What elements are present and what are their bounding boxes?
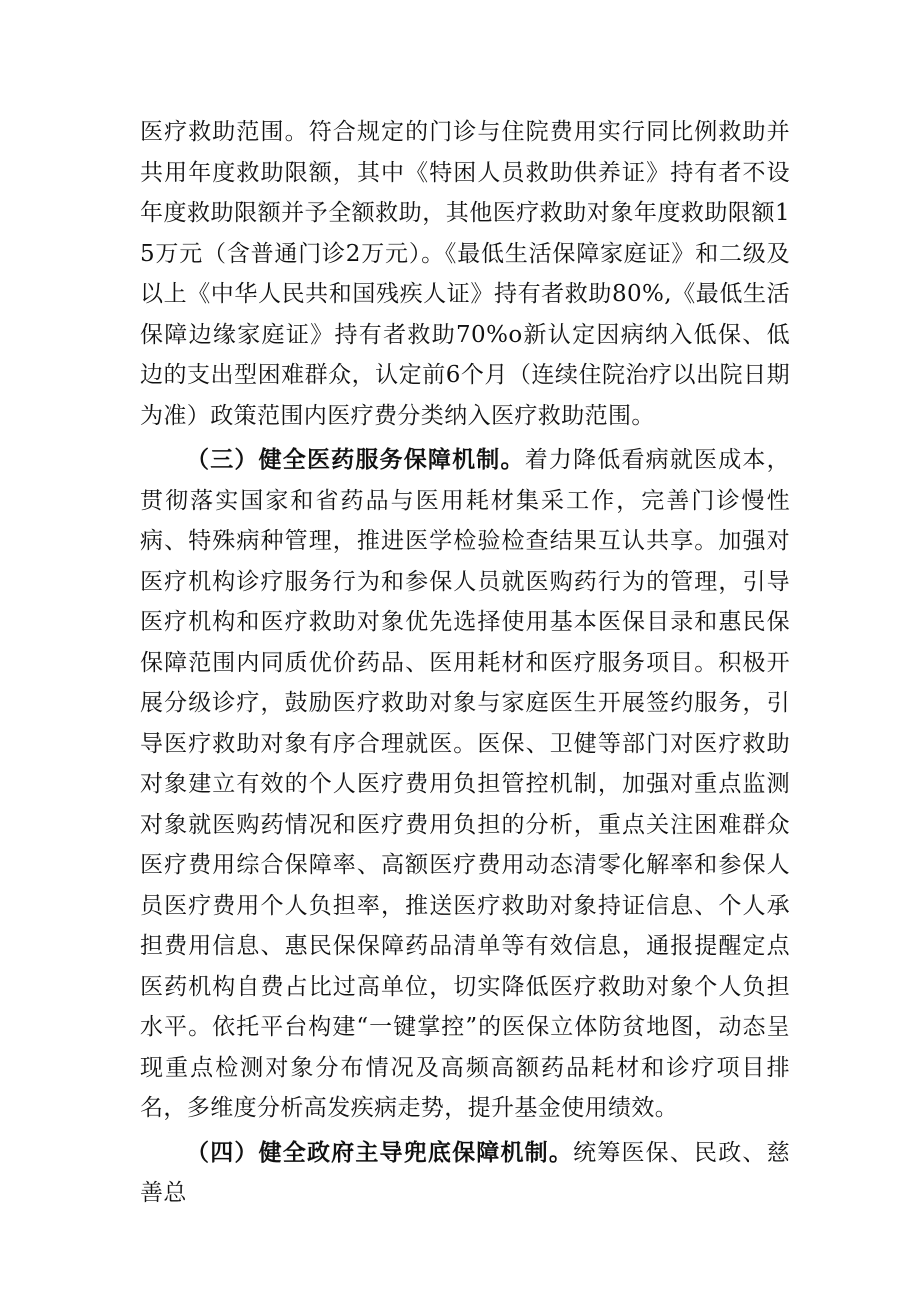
paragraph-text: 着力降低看病就医成本，贯彻落实国家和省药品与医用耗材集采工作，完善门诊慢性病、特殊病种管理，推进医学检验检查结果互认共享。加强对医疗机构诊疗服务行为和参保人员就医购药行为的管理，引导医疗机构和医疗救助对象优先选择使用基本医保目录和惠民保保障范围内同质优价药品、医用耗材和医疗服务项目。积极开展分级诊疗，鼓励医疗救助对象与家庭医生开展签约服务，引导医疗救助对象有序合理就医。医保、卫健等部门对医疗救助对象建立有效的个人医疗费用负担管控机制，加强对重点监测对象就医购药情况和医疗费用负担的分析，重点关注困难群众医疗费用综合保障率、高额医疗费用动态清零化解率和参保人员医疗费用个人负担率，推送医疗救助对象持证信息、个人承担费用信息、惠民保保障药品清单等有效信息，通报提醒定点医药机构自费占比过高单位，切实降低医疗救助对象个人负担水平。依托平台构建“一键掌控”的医保立体防贫地图，动态呈现重点检测对象分布情况及高频高额药品耗材和诊疗项目排名，多维度分析高发疾病走势，提升基金使用绩效。 xyxy=(140,447,790,1121)
section-heading-4: （四）健全政府主导兜底保障机制。 xyxy=(186,1139,574,1166)
paragraph-text: 医疗救助范围。符合规定的门诊与住院费用实行同比例救助并共用年度救助限额，其中《特困人员救助供养证》持有者不设年度救助限额并予全额救助，其他医疗救助对象年度救助限额15万元（含普通门诊2万元）。《最低生活保障家庭证》和二级及以上《中华人民共和国残疾人证》持有者救助80%,《最低生活保障边缘家庭证》持有者救助70%o新认定因病纳入低保、低边的支出型困难群众，认定前6个月（连续住院治疗以出院日期为准）政策范围内医疗费分类纳入医疗救助范围。 xyxy=(140,119,790,429)
section-heading-3: （三）健全医药服务保障机制。 xyxy=(186,447,525,473)
paragraph-section-4 xyxy=(140,1133,790,1214)
paragraph-continuation xyxy=(140,112,790,436)
paragraph-text: 统筹医保、民政、慈善总 xyxy=(140,1139,790,1206)
document-body xyxy=(140,112,790,1214)
paragraph-section-3 xyxy=(140,440,790,1129)
